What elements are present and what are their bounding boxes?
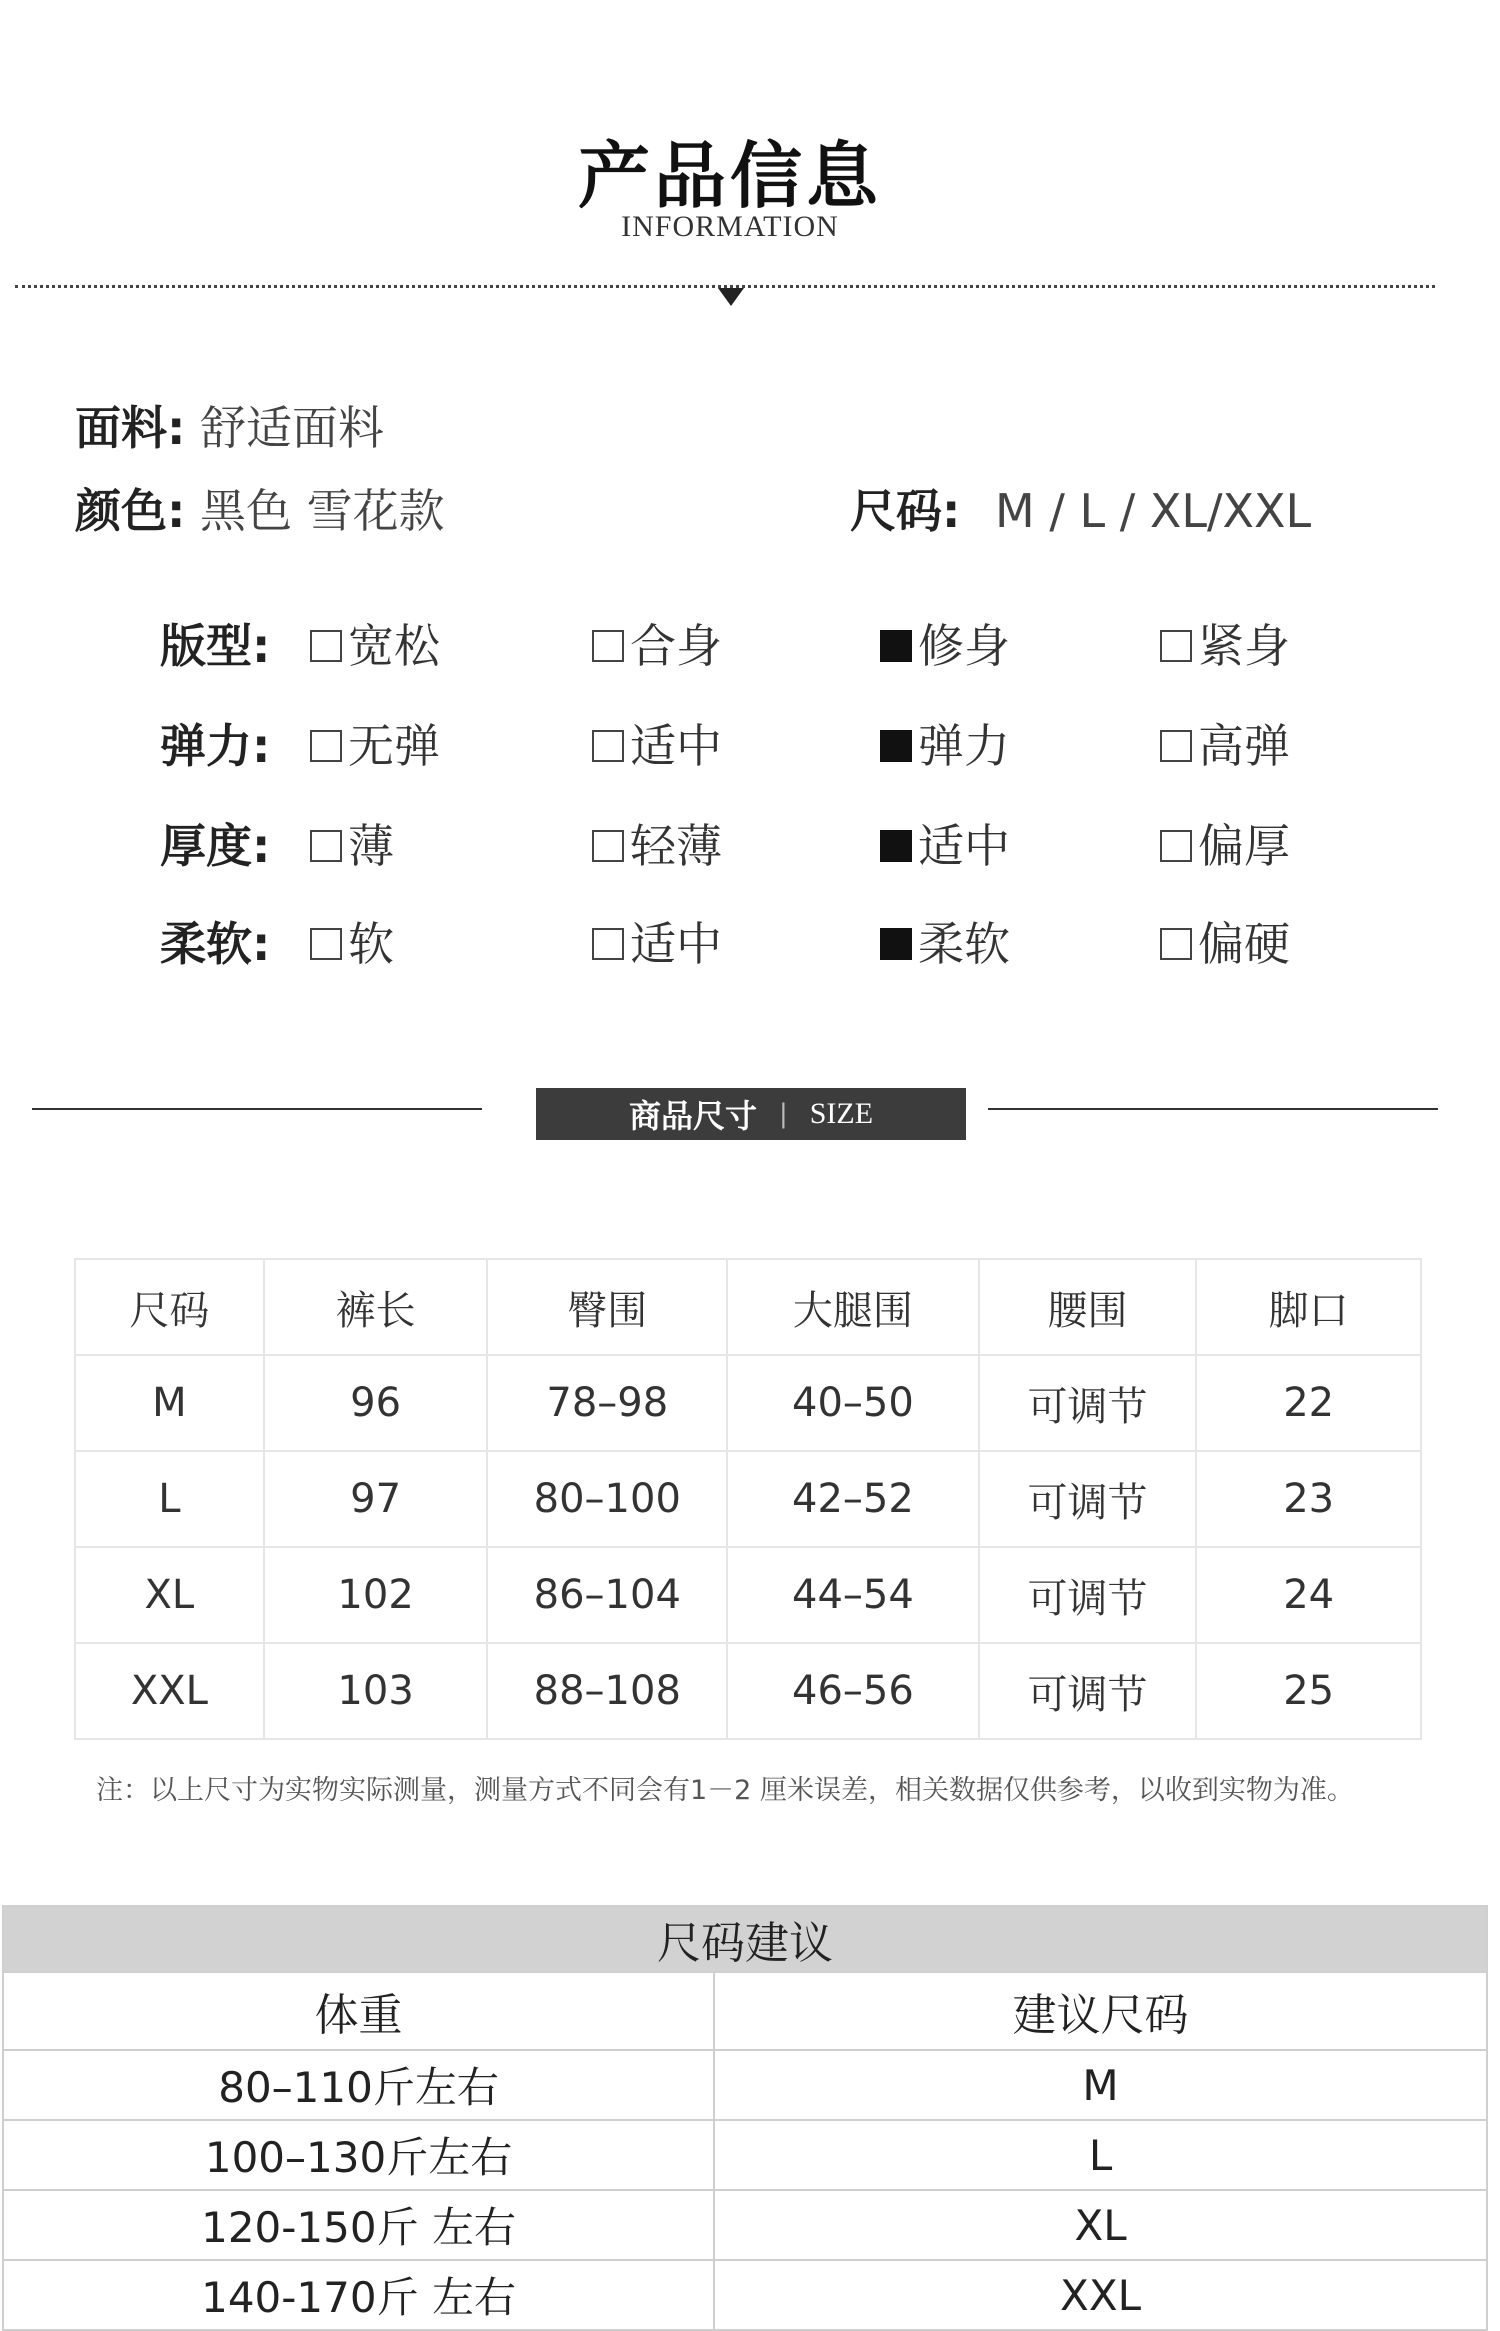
attribute-option — [1160, 908, 1290, 974]
checked-box-icon — [880, 630, 912, 662]
table-row — [75, 1355, 1421, 1451]
recommendation-cell: 80–110斤左右 — [3, 2050, 714, 2120]
table-cell: 80–100 — [487, 1451, 727, 1547]
checked-box-icon — [880, 830, 912, 862]
attribute-option-label: 偏硬 — [1198, 917, 1290, 971]
page-title: 产品信息 — [577, 134, 882, 218]
recommendation-header-row — [3, 1972, 1487, 2050]
size-range-label: 尺码: — [850, 484, 961, 538]
table-header-cell: 臀围 — [487, 1259, 727, 1355]
attribute-option-label: 轻薄 — [630, 819, 722, 873]
table-row — [75, 1643, 1421, 1739]
attribute-option-label: 无弹 — [348, 719, 440, 773]
table-cell: 46–56 — [727, 1643, 979, 1739]
table-cell: 25 — [1196, 1643, 1421, 1739]
table-header-cell: 脚口 — [1196, 1259, 1421, 1355]
table-cell: 23 — [1196, 1451, 1421, 1547]
attribute-option-label: 薄 — [348, 819, 394, 873]
unchecked-box-icon — [1160, 630, 1192, 662]
attribute-option-label: 柔软 — [918, 917, 1010, 971]
checked-box-icon — [880, 928, 912, 960]
unchecked-box-icon — [310, 730, 342, 762]
unchecked-box-icon — [310, 830, 342, 862]
table-cell: 78–98 — [487, 1355, 727, 1451]
table-cell: L — [75, 1451, 264, 1547]
size-section-divider: | — [778, 1099, 788, 1129]
table-cell: 96 — [264, 1355, 488, 1451]
size-section-subtitle: SIZE — [809, 1097, 874, 1130]
table-cell: 24 — [1196, 1547, 1421, 1643]
table-cell: 97 — [264, 1451, 488, 1547]
unchecked-box-icon — [310, 928, 342, 960]
table-header-cell: 裤长 — [264, 1259, 488, 1355]
attribute-option — [310, 810, 394, 876]
attribute-option — [880, 908, 1010, 974]
attribute-option — [310, 610, 440, 676]
fabric-value: 舒适面料 — [200, 401, 385, 455]
size-note: 注：以上尺寸为实物实际测量，测量方式不同会有1－2 厘米误差，相关数据仅供参考，以收到实物为准。 — [96, 1775, 1354, 1806]
table-cell: 40–50 — [727, 1355, 979, 1451]
unchecked-box-icon — [592, 830, 624, 862]
table-row — [75, 1451, 1421, 1547]
unchecked-box-icon — [592, 630, 624, 662]
size-section-title: 商品尺寸 — [628, 1097, 757, 1135]
divider-left — [32, 1108, 482, 1110]
attribute-option — [1160, 710, 1290, 776]
attribute-option-label: 软 — [348, 917, 394, 971]
table-cell: XXL — [75, 1643, 264, 1739]
color-value: 黑色 雪花款 — [200, 484, 445, 538]
table-cell: 102 — [264, 1547, 488, 1643]
recommendation-title: 尺码建议 — [3, 1906, 1487, 1972]
page-subtitle: INFORMATION — [621, 210, 839, 243]
attribute-option-label: 弹力 — [918, 719, 1010, 773]
table-cell: 88–108 — [487, 1643, 727, 1739]
table-cell: 44–54 — [727, 1547, 979, 1643]
recommendation-cell: XL — [714, 2190, 1487, 2260]
attribute-option — [880, 810, 1010, 876]
size-range-value: M / L / XL/XXL — [995, 484, 1312, 538]
table-row — [75, 1547, 1421, 1643]
unchecked-box-icon — [592, 730, 624, 762]
table-cell: 可调节 — [979, 1643, 1197, 1739]
recommendation-cell: 120-150斤 左右 — [3, 2190, 714, 2260]
attribute-option-label: 宽松 — [348, 619, 440, 673]
size-range-line — [850, 475, 1311, 541]
unchecked-box-icon — [1160, 730, 1192, 762]
table-header-cell: 大腿围 — [727, 1259, 979, 1355]
unchecked-box-icon — [1160, 830, 1192, 862]
attribute-row — [160, 908, 1360, 971]
attribute-option — [310, 710, 440, 776]
fabric-line — [75, 392, 384, 458]
fabric-label: 面料: — [75, 401, 186, 455]
unchecked-box-icon — [1160, 928, 1192, 960]
table-cell: 可调节 — [979, 1547, 1197, 1643]
attribute-option — [1160, 610, 1290, 676]
attribute-option-label: 高弹 — [1198, 719, 1290, 773]
size-table — [74, 1258, 1422, 1740]
recommendation-cell: M — [714, 2050, 1487, 2120]
table-cell: M — [75, 1355, 264, 1451]
attribute-option — [310, 908, 394, 974]
attribute-option — [1160, 810, 1290, 876]
recommendation-row — [3, 2190, 1487, 2260]
triangle-down-icon — [718, 288, 744, 306]
attribute-option-label: 偏厚 — [1198, 819, 1290, 873]
unchecked-box-icon — [310, 630, 342, 662]
table-cell: 22 — [1196, 1355, 1421, 1451]
recommendation-header-cell: 建议尺码 — [714, 1972, 1487, 2050]
recommendation-row — [3, 2120, 1487, 2190]
table-cell: XL — [75, 1547, 264, 1643]
table-cell: 可调节 — [979, 1451, 1197, 1547]
attribute-key: 弹力: — [160, 719, 271, 773]
attribute-key: 版型: — [160, 619, 271, 673]
attribute-row — [160, 810, 1360, 873]
attribute-option-label: 适中 — [630, 917, 722, 971]
attribute-option — [592, 908, 722, 974]
table-cell: 42–52 — [727, 1451, 979, 1547]
checked-box-icon — [880, 730, 912, 762]
unchecked-box-icon — [592, 928, 624, 960]
attribute-row — [160, 710, 1360, 773]
table-header-cell: 腰围 — [979, 1259, 1197, 1355]
attribute-option — [592, 810, 722, 876]
attribute-option — [592, 610, 722, 676]
size-recommendation-table — [2, 1905, 1488, 2331]
attribute-option-label: 紧身 — [1198, 619, 1290, 673]
attribute-option — [592, 710, 722, 776]
divider-right — [988, 1108, 1438, 1110]
table-cell: 86–104 — [487, 1547, 727, 1643]
recommendation-row — [3, 2260, 1487, 2330]
attribute-option — [880, 610, 1010, 676]
size-section-banner — [536, 1088, 966, 1140]
recommendation-row — [3, 2050, 1487, 2120]
attribute-option — [880, 710, 1010, 776]
attribute-key: 厚度: — [160, 819, 271, 873]
color-label: 颜色: — [75, 484, 186, 538]
attribute-option-label: 修身 — [918, 619, 1010, 673]
attribute-option-label: 适中 — [918, 819, 1010, 873]
recommendation-header-cell: 体重 — [3, 1972, 714, 2050]
recommendation-cell: XXL — [714, 2260, 1487, 2330]
table-header-cell: 尺码 — [75, 1259, 264, 1355]
attribute-key: 柔软: — [160, 917, 271, 971]
recommendation-cell: 100–130斤左右 — [3, 2120, 714, 2190]
table-header-row — [75, 1259, 1421, 1355]
recommendation-cell: L — [714, 2120, 1487, 2190]
attribute-row — [160, 610, 1360, 673]
attribute-option-label: 适中 — [630, 719, 722, 773]
table-cell: 可调节 — [979, 1355, 1197, 1451]
table-cell: 103 — [264, 1643, 488, 1739]
attribute-option-label: 合身 — [630, 619, 722, 673]
color-line — [75, 475, 445, 541]
recommendation-cell: 140-170斤 左右 — [3, 2260, 714, 2330]
